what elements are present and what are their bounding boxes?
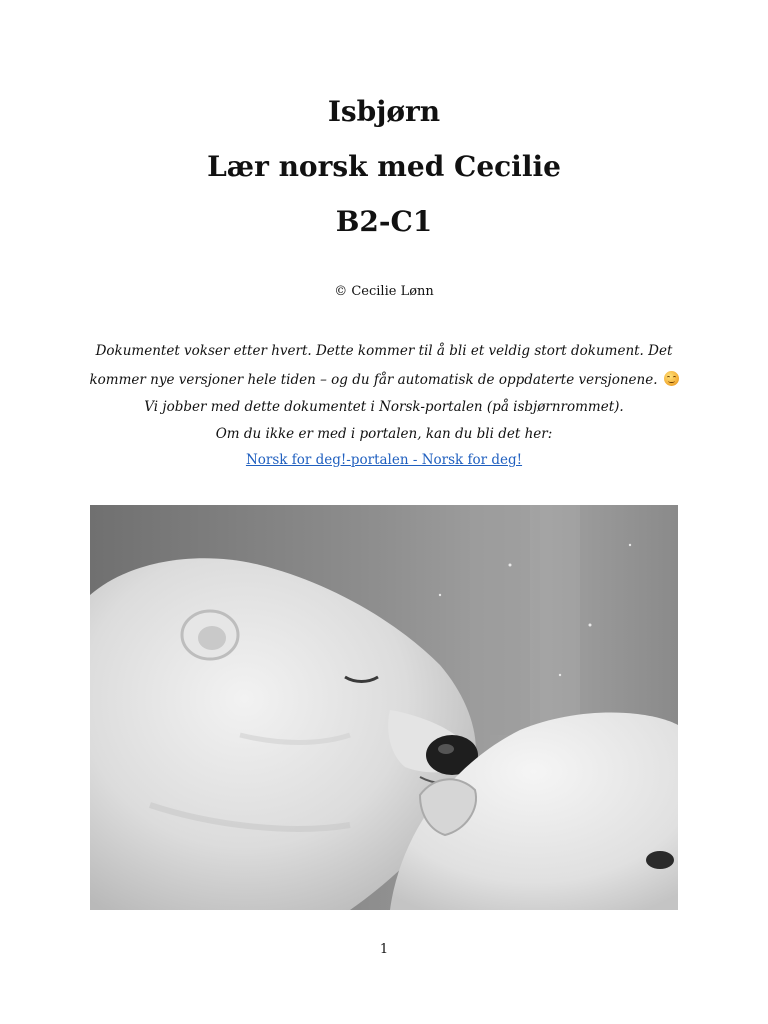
intro-portal-line: Vi jobber med dette dokumentet i Norsk-portalen (på isbjørnrommet). (144, 399, 624, 415)
title-course: Lær norsk med Cecilie (207, 150, 561, 183)
intro-paragraph (80, 337, 688, 395)
intro-paragraph-text: Dokumentet vokser etter hvert. Dette kommer til å bli et veldig stort dokument. Det kommer nye versjoner hele tiden – og du får automatisk de oppdaterte versjonene. (89, 343, 673, 388)
copyright-notice: © Cecilie Lønn (334, 284, 434, 299)
polar-bears-photo (90, 505, 678, 910)
portal-link-container (0, 450, 768, 470)
portal-link[interactable]: Norsk for deg!-portalen - Norsk for deg! (245, 452, 523, 468)
smiling-face-icon (664, 371, 679, 386)
title-level: B2-C1 (335, 205, 433, 238)
intro-join-line: Om du ikke er med i portalen, kan du bli det her: (215, 426, 553, 442)
page-number: 1 (379, 942, 389, 957)
polar-bears-illustration (90, 505, 678, 910)
title-isbjorn: Isbjørn (327, 95, 441, 128)
